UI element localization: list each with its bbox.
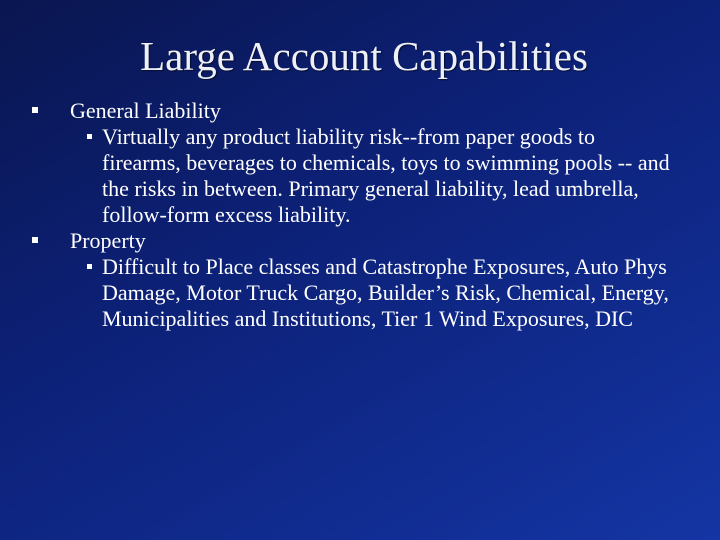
sub-bullet-text: Difficult to Place classes and Catastrophe Exposures, Auto Phys Damage, Motor Truck Cargo, Builder’s Risk, Chemical, Energy, Municipalities and Institutions, Tier 1 Wind Exposures, DIC: [102, 254, 669, 331]
bullet-list: [0, 98, 720, 332]
bullet-general-liability: [0, 98, 720, 124]
square-bullet-icon: [32, 237, 38, 243]
bullet-property: [0, 228, 720, 254]
bullet-label: General Liability: [70, 98, 221, 123]
square-bullet-icon: [32, 107, 38, 113]
sub-bullet-property: [0, 254, 720, 332]
square-bullet-icon: [87, 264, 92, 269]
sub-bullet-text: Virtually any product liability risk--from paper goods to firearms, beverages to chemicals, toys to swimming pools -- and the risks in between. Primary general liability, lead umbrella, follow-form excess liability.: [102, 124, 670, 227]
sub-bullet-general-liability: [0, 124, 720, 228]
slide-title: Large Account Capabilities: [140, 33, 588, 79]
bullet-label: Property: [70, 228, 146, 253]
square-bullet-icon: [87, 134, 92, 139]
